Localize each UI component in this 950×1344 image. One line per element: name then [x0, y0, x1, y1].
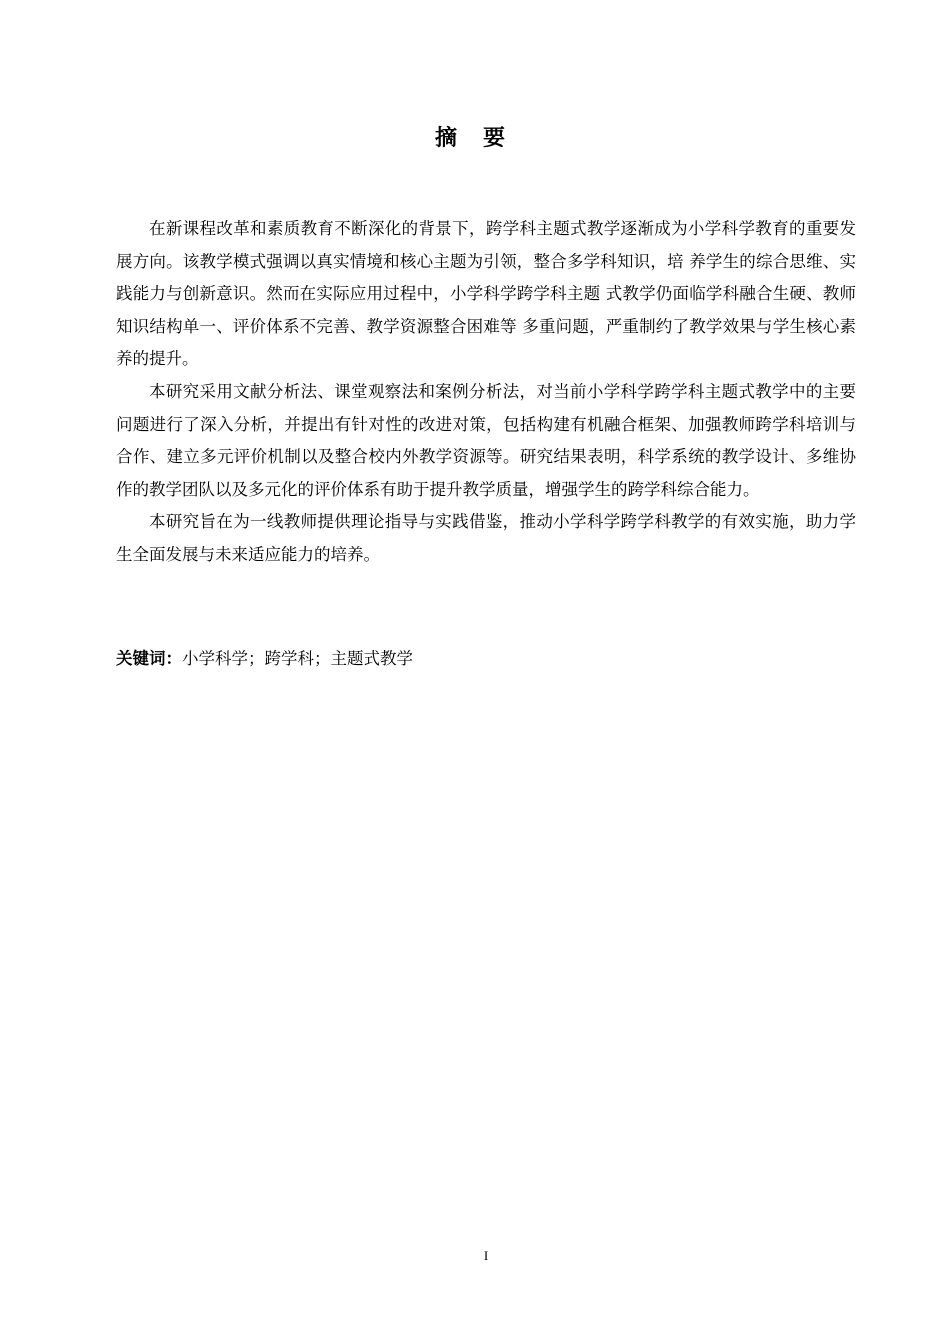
keywords-line — [116, 645, 856, 673]
page-number: I — [483, 1248, 489, 1263]
abstract-paragraph-2: 本研究采用文献分析法、课堂观察法和案例分析法，对当前小学科学跨学科主题式教学中的主要问题进行了深入分析，并提出有针对性的改进对策，包括构建有机融合框架、加强教师跨学科培训与合作、建立多元评价机制以及整合校内外教学资源等。研究结果表明，科学系统的教学设计、多维协作的教学团队以及多元化的评价体系有助于提升教学质量，增强学生的跨学科综合能力。 — [116, 381, 856, 499]
abstract-title: 摘要 — [434, 126, 531, 151]
abstract-paragraph-1: 在新课程改革和素质教育不断深化的背景下，跨学科主题式教学逐渐成为小学科学教育的重要发展方向。该教学模式强调以真实情境和核心主题为引领，整合多学科知识，培 养学生的综合思维、实践能力与创新意识。然而在实际应用过程中，小学科学跨学科主题 式教学仍面临学科融合生硬、教师知识结构单一、评价体系不完善、教学资源整合困难等 多重问题，严重制约了教学效果与学生核心素养的提升。 — [116, 219, 856, 369]
keywords-label: 关键词： — [116, 649, 182, 668]
abstract-body — [116, 213, 856, 572]
abstract-paragraph-3: 本研究旨在为一线教师提供理论指导与实践借鉴，推动小学科学跨学科教学的有效实施，助力学生全面发展与未来适应能力的培养。 — [116, 512, 856, 564]
keywords-value: 小学科学；跨学科；主题式教学 — [182, 649, 413, 668]
